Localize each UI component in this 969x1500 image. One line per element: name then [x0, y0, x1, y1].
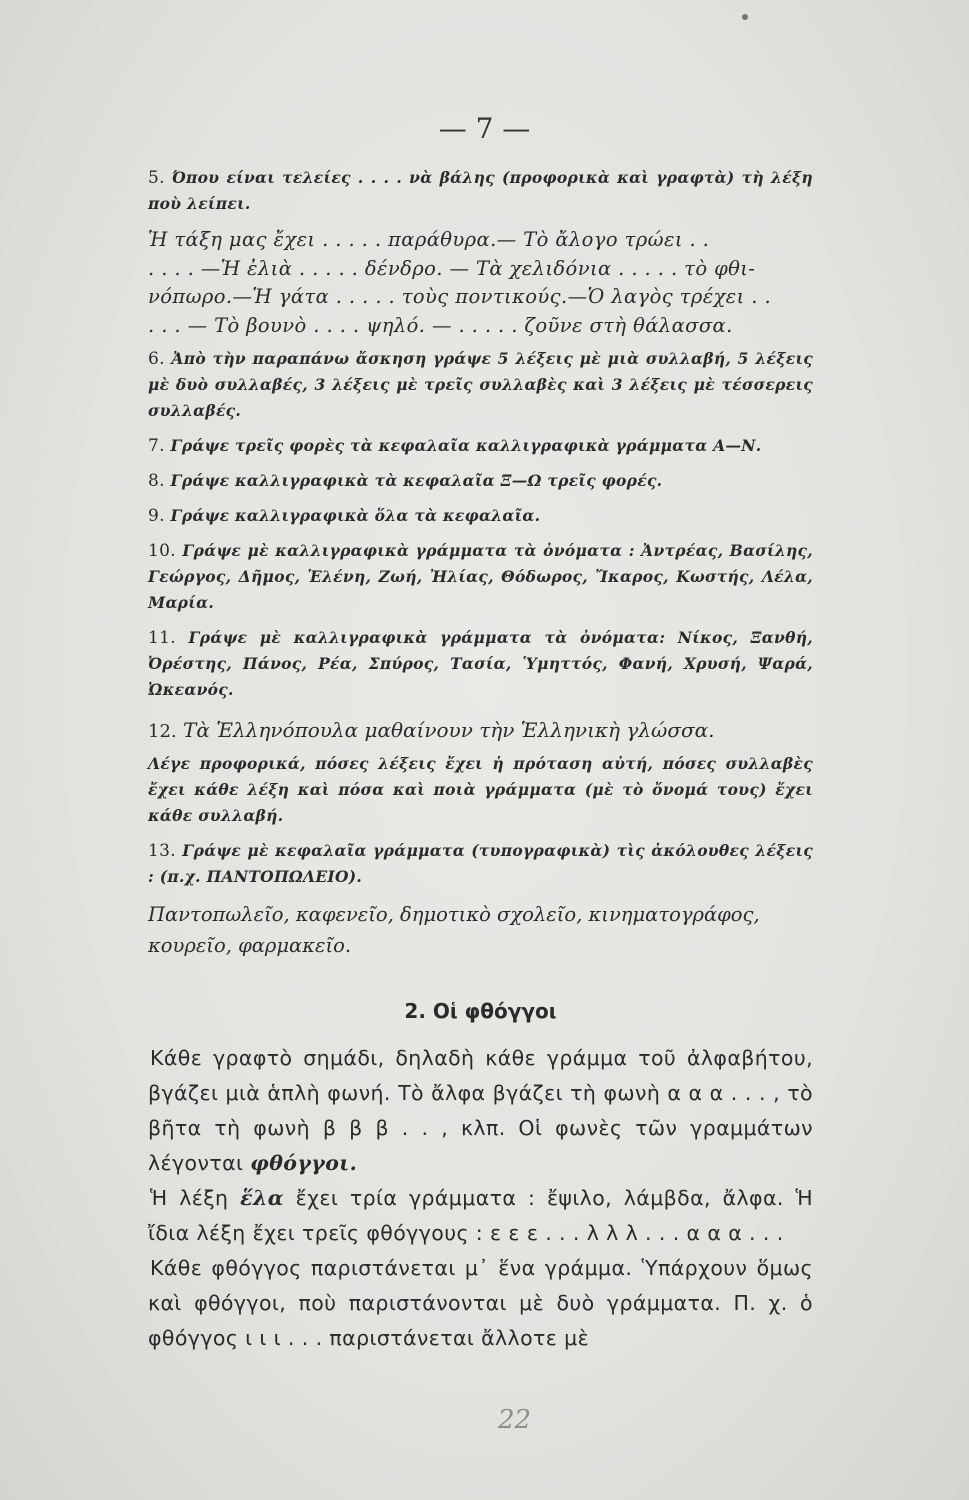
exercise-5-number: 5.: [148, 168, 165, 188]
exercise-5-fill-text: [148, 226, 813, 340]
page-number: — 7 —: [438, 112, 531, 145]
ink-speck: [742, 14, 748, 20]
exercise-9-number: 9.: [148, 506, 165, 526]
paragraph-3: Κάθε φθόγγος παριστάνεται μ᾿ ἕνα γράμμα. Ὑπάρχουν ὅμως καὶ φθόγγοι, ποὺ παριστάνονται μὲ δυὸ γράμματα. Π. χ. ὁ φθόγγος ι ι ι . . . παριστάνεται ἄλλοτε μὲ: [148, 1256, 813, 1350]
exercise-10-text: Γράψε μὲ καλλιγραφικὰ γράμματα τὰ ὀνόματα : Ἀντρέας, Βασίλης, Γεώργος, Δῆμος, Ἑλένη, Ζωή, Ἠλίας, Θόδωρος, Ἴκαρος, Κωστής, Λέλα, Μαρία.: [148, 541, 813, 612]
exercise-10-number: 10.: [148, 541, 176, 561]
exercise-11-number: 11.: [148, 628, 176, 648]
exercise-7-text: Γράψε τρεῖς φορὲς τὰ κεφαλαῖα καλλιγραφικὰ γράμματα Α—Ν.: [170, 436, 762, 455]
exercise-5: [148, 165, 813, 217]
exercise-5-text: Όπου είναι τελείες . . . . νὰ βάλης (προφορικὰ καὶ γραφτὰ) τὴ λέξη ποὺ λείπει.: [148, 168, 813, 213]
exercise-11-text: Γράψε μὲ καλλιγραφικὰ γράμματα τὰ ὀνόματα: Νίκος, Ξανθή, Ὀρέστης, Πάνος, Ρέα, Σπύρος, Τασία, Ὑμηττός, Φανή, Χρυσή, Ψαρά, Ὠκεανός.: [148, 628, 813, 699]
paragraph-2-rest: ἔχει τρία γράμματα : ἔψιλο, λάμβδα, ἄλφα. Ἡ ἴδια λέξη ἔχει τρεῖς φθόγγους : ε ε ε . . . λ λ λ . . . α α α . . .: [148, 1186, 813, 1245]
fill-line-1: Ἡ τάξη μας ἔχει . . . . . παράθυρα.— Τὸ ἄλογο τρώει . .: [148, 228, 710, 251]
exercise-13-text: Γράψε μὲ κεφαλαῖα γράμματα (τυπογραφικὰ) τὶς ἀκόλουθες λέξεις : (π.χ. ΠΑΝΤΟΠΩΛΕΙΟ).: [148, 841, 813, 886]
exercise-9-text: Γράψε καλλιγραφικὰ ὅλα τὰ κεφαλαῖα.: [170, 506, 541, 525]
exercise-13: [148, 838, 813, 890]
exercise-11: [148, 625, 813, 703]
exercise-12-number: 12.: [148, 721, 177, 742]
exercise-6-text: Ἀπὸ τὴν παραπάνω ἄσκηση γράψε 5 λέξεις μὲ μιὰ συλλαβή, 5 λέξεις μὲ δυὸ συλλαβές, 3 λέξεις μὲ τρεῖς συλλαβὲς καὶ 3 λέξεις μὲ τέσσερεις συλλαβές.: [148, 349, 813, 420]
exercise-12-sentence: [148, 715, 813, 747]
fill-line-3: νόπωρο.—Ἡ γάτα . . . . . τοὺς ποντικούς.—Ὁ λαγὸς τρέχει . .: [148, 285, 772, 308]
exercise-6: [148, 346, 813, 424]
exercise-13-words: Παντοπωλεῖο, καφενεῖο, δημοτικὸ σχολεῖο, κινηματογράφος, κουρεῖο, φαρμακεῖο.: [148, 903, 760, 957]
exercise-12-instructions: Λέγε προφορικά, πόσες λέξεις ἔχει ἡ πρόταση αὐτή, πόσες συλλαβὲς ἔχει κάθε λέξη καὶ πόσα καὶ ποιὰ γράμματα (μὲ τὸ ὄνομά τους) ἔχει κάθε συλλαβή.: [148, 754, 813, 825]
exercise-12-sentence-text: Τὰ Ἑλληνόπουλα μαθαίνουν τὴν Ἑλληνικὴ γλώσσα.: [183, 718, 715, 742]
term-fthongoi: φθόγγοι.: [250, 1151, 358, 1175]
term-ela: ἕλα: [240, 1186, 284, 1210]
paragraph-1-text: Κάθε γραφτὸ σημάδι, δηλαδὴ κάθε γράμμα τοῦ ἀλφαβήτου, βγάζει μιὰ ἁπλὴ φωνή. Τὸ ἄλφα βγάζει τὴ φωνὴ α α α . . . , τὸ βῆτα τὴ φωνὴ β β β . . , κλπ. Οἱ φωνὲς τῶν γραμμάτων λέγονται: [148, 1046, 813, 1175]
exercise-13-number: 13.: [148, 841, 176, 861]
handwritten-mark: 22: [498, 1405, 532, 1435]
exercise-8: [148, 468, 813, 494]
page-content: [148, 165, 813, 1356]
paragraph-2: [148, 1181, 813, 1251]
exercise-10: [148, 538, 813, 616]
section-heading: 2. Οἱ φθόγγοι: [404, 999, 557, 1023]
fill-line-4: . . . — Τὸ βουνὸ . . . . ψηλό. — . . . . . ζοῦνε στὴ θάλασσα.: [148, 313, 733, 337]
paragraph-2-start: Ἡ λέξη: [150, 1186, 229, 1210]
exercise-8-text: Γράψε καλλιγραφικὰ τὰ κεφαλαῖα Ξ—Ω τρεῖς φορές.: [170, 471, 663, 490]
exercise-9: [148, 503, 813, 529]
exercise-7-number: 7.: [148, 436, 165, 456]
exercise-7: [148, 433, 813, 459]
fill-line-2: . . . . —Ἡ ἐλιὰ . . . . . δένδρο. — Τὰ χελιδόνια . . . . . τὸ φθι-: [148, 256, 756, 280]
paragraph-1: [148, 1041, 813, 1181]
exercise-6-number: 6.: [148, 349, 165, 369]
exercise-8-number: 8.: [148, 471, 165, 491]
